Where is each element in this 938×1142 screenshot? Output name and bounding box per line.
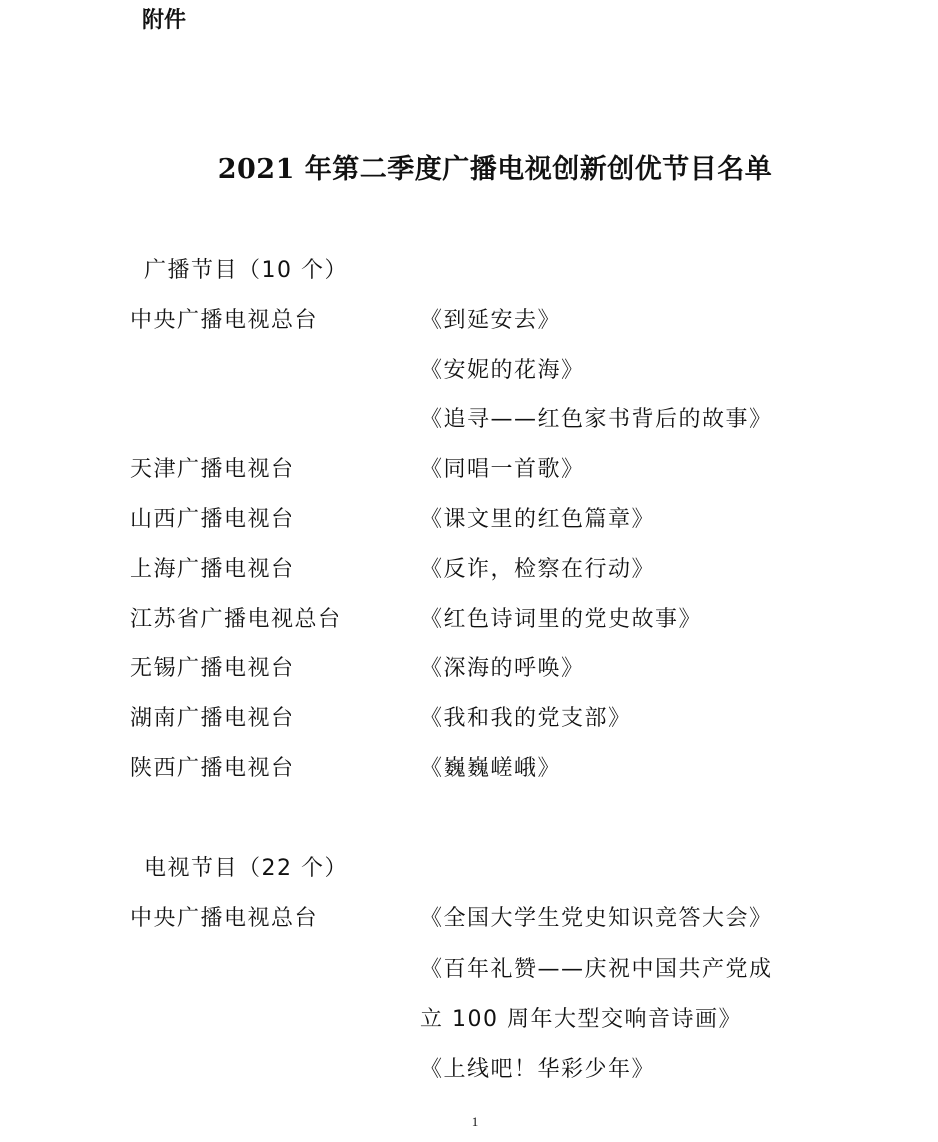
radio-org: 江苏省广播电视总台 <box>130 607 342 632</box>
radio-org: 陕西广播电视台 <box>130 756 295 781</box>
radio-section-heading: 广播节目（10 个） <box>144 258 348 283</box>
radio-org: 湖南广播电视台 <box>130 706 295 731</box>
radio-program: 《我和我的党支部》 <box>420 706 632 731</box>
radio-program: 《同唱一首歌》 <box>420 457 585 482</box>
tv-section-heading: 电视节目（22 个） <box>144 856 348 881</box>
radio-org: 中央广播电视总台 <box>130 308 319 333</box>
radio-program: 《课文里的红色篇章》 <box>420 507 656 532</box>
tv-program: 立 100 周年大型交响音诗画》 <box>420 1007 742 1032</box>
page-title: 2021 年第二季度广播电视创新创优节目名单 <box>217 154 773 185</box>
tv-org: 中央广播电视总台 <box>130 906 319 931</box>
tv-program: 《百年礼赞——庆祝中国共产党成 <box>420 957 773 982</box>
radio-program: 《安妮的花海》 <box>420 358 585 383</box>
radio-org: 无锡广播电视台 <box>130 656 295 681</box>
radio-program: 《深海的呼唤》 <box>420 656 585 681</box>
radio-program: 《巍巍嵯峨》 <box>420 756 562 781</box>
radio-program: 《追寻——红色家书背后的故事》 <box>420 407 773 432</box>
radio-program: 《红色诗词里的党史故事》 <box>420 607 703 632</box>
radio-org: 天津广播电视台 <box>130 457 295 482</box>
radio-org: 山西广播电视台 <box>130 507 295 532</box>
radio-program: 《到延安去》 <box>420 308 562 333</box>
radio-program: 《反诈，检察在行动》 <box>420 557 656 582</box>
tv-program: 《全国大学生党史知识竞答大会》 <box>420 906 773 931</box>
page-number: 1 <box>471 1114 479 1129</box>
attachment-label: 附件 <box>142 8 187 33</box>
radio-org: 上海广播电视台 <box>130 557 295 582</box>
tv-program: 《上线吧！华彩少年》 <box>420 1057 656 1082</box>
